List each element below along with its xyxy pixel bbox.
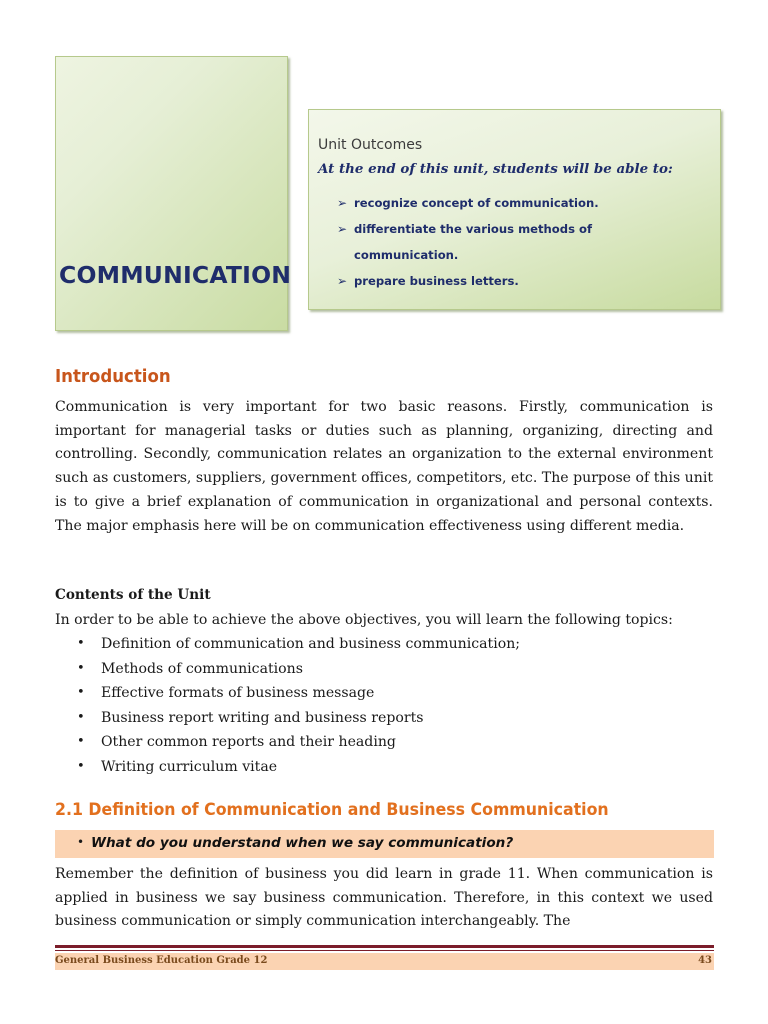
topic-text: Business report writing and business reports — [101, 709, 424, 726]
topic-item — [55, 681, 520, 706]
section-2-1-heading: 2.1 Definition of Communication and Business Communication — [55, 800, 609, 819]
topic-text: Writing curriculum vitae — [101, 758, 278, 775]
bullet-icon: • — [77, 636, 85, 651]
topic-item — [55, 657, 520, 682]
introduction-paragraph: Communication is very important for two basic reasons. Firstly, communication is important for managerial tasks or duties such as planning, organizing, directing and controlling. Secondly, communication relates an organization to the external environment such as customers, suppliers, government offices, competitors, etc. The purpose of this unit is to give a brief explanation of communication in organizational and personal contexts. The major emphasis here will be on communication effectiveness using different media. — [55, 399, 713, 534]
outcome-item — [337, 190, 694, 216]
unit-outcomes-subheading: At the end of this unit, students will be able to: — [318, 161, 673, 177]
outcome-item-text: prepare business letters. — [354, 274, 519, 288]
unit-outcomes-list — [337, 190, 694, 294]
footer-rule-thin — [55, 950, 714, 951]
footer-book-title: General Business Education Grade 12 — [55, 955, 268, 966]
footer — [55, 953, 714, 970]
topic-item — [55, 706, 520, 731]
arrow-bullet-icon: ➢ — [337, 196, 348, 210]
arrow-bullet-icon: ➢ — [337, 274, 348, 288]
unit-outcomes-box — [308, 109, 721, 310]
introduction-heading: Introduction — [55, 366, 171, 387]
footer-rule-thick — [55, 945, 714, 948]
section-2-1-paragraph: Remember the definition of business you did learn in grade 11. When communication is applied in business we say business communication. Therefore, in this context we used business communication or simply communication interchangeably. The — [55, 866, 713, 930]
bullet-icon: • — [77, 685, 85, 701]
bullet-icon: • — [77, 709, 85, 725]
question-text: What do you understand when we say communication? — [91, 835, 514, 851]
bullet-icon: • — [77, 758, 85, 774]
topic-item — [55, 730, 520, 755]
topic-text: Definition of communication and business communication; — [101, 636, 521, 652]
outcome-item-text: differentiate the various methods of communication. — [354, 222, 593, 262]
topic-text: Methods of communications — [101, 660, 303, 677]
chapter-title: COMMUNICATION — [59, 261, 292, 289]
arrow-bullet-icon: ➢ — [337, 222, 348, 236]
outcome-item — [337, 216, 694, 268]
contents-intro: In order to be able to achieve the above objectives, you will learn the following topics: — [55, 612, 673, 628]
unit-outcomes-heading: Unit Outcomes — [318, 137, 423, 153]
topics-list — [55, 632, 520, 780]
topic-text: Effective formats of business message — [101, 685, 375, 702]
bullet-icon: • — [77, 660, 85, 676]
outcome-item-text: recognize concept of communication. — [354, 196, 599, 210]
topic-item — [55, 632, 520, 657]
contents-heading: Contents of the Unit — [55, 587, 211, 603]
page-number: 43 — [698, 955, 712, 966]
topic-item — [55, 755, 520, 780]
topic-text: Other common reports and their heading — [101, 734, 396, 751]
question-callout — [55, 830, 714, 858]
bullet-icon: • — [77, 734, 85, 750]
bullet-icon: • — [77, 835, 85, 849]
chapter-title-box — [55, 56, 292, 331]
outcome-item — [337, 268, 694, 294]
